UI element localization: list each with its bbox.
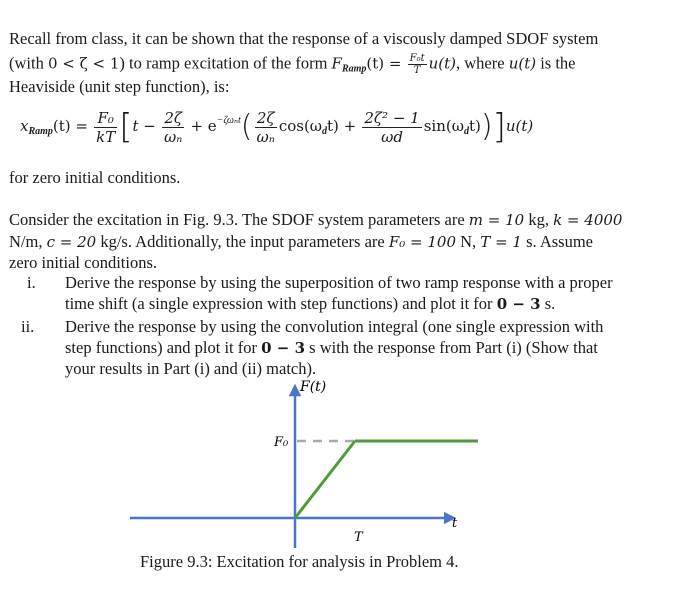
mass-unit: kg, — [528, 210, 549, 229]
f0-axis-label: F₀ — [274, 435, 289, 450]
item-i-unit: s. — [544, 294, 556, 313]
eq-lhs-arg: (t) = — [52, 117, 88, 135]
eq-cos-close: t) + — [327, 117, 357, 135]
item-i-line-1: Derive the response by using the superposition of two ramp response with a proper — [65, 273, 613, 292]
eq-left-paren: ( — [240, 109, 253, 145]
item-ii-text: step functions) and plot it for — [65, 338, 258, 357]
item-ii-label: ii. — [21, 317, 35, 336]
eq-right-paren: ) — [480, 109, 493, 145]
item-i-range: 0 − 3 — [496, 295, 541, 313]
item-i-label: i. — [27, 273, 36, 292]
intro-where-text: , where — [456, 53, 505, 73]
small-fraction-num: F₀t — [409, 53, 425, 64]
item-ii-line-3: your results in Part (i) and (ii) match). — [65, 359, 317, 378]
item-ii-text-2: s with the response from Part (i) (Show that — [309, 338, 598, 357]
eq-wn: ωₙ — [164, 127, 183, 146]
eq-f0: F₀ — [94, 109, 117, 128]
eq-2zeta: 2ζ — [162, 109, 184, 128]
eq-u-t: u(t) — [505, 117, 534, 135]
eq-wn-b: ωₙ — [256, 127, 275, 146]
consider-text-1: Consider the excitation in Fig. 9.3. The SDOF system parameters are — [9, 210, 465, 229]
step-u-t-2: u(t) — [508, 54, 537, 73]
eq-2zeta-b: 2ζ — [255, 109, 277, 128]
ramp-argument: (t) = — [366, 54, 402, 73]
eq-sin-d: d — [463, 126, 469, 137]
eq-sin: sin(ω — [423, 117, 464, 135]
eq-exponent: −ζωₙt — [216, 115, 241, 126]
T-tick-label: T — [354, 530, 363, 545]
for-zero-conditions: for zero initial conditions. — [9, 168, 181, 187]
consider-line-3: zero initial conditions. — [9, 253, 158, 272]
consider-text-3: s. Assume — [526, 232, 594, 251]
zeta-condition: 0 < ζ < 1 — [47, 54, 120, 73]
eq-wd: ωd — [381, 127, 403, 146]
eq-kt: kT — [96, 127, 116, 146]
f0-value: F₀ = 100 — [388, 233, 456, 251]
eq-x-sub: Ramp — [28, 126, 53, 137]
y-axis-label: F(t) — [300, 379, 327, 395]
eq-right-bracket: ] — [492, 107, 506, 148]
intro-ramp-text: ) to ramp excitation of the form — [119, 53, 328, 73]
intro-line-3: Heaviside (unit step function), is: — [9, 77, 230, 96]
stiffness-value: k = 4000 — [553, 211, 623, 229]
x-axis-label: t — [452, 516, 458, 531]
consider-text-2: kg/s. Additionally, the input parameters are — [100, 232, 385, 251]
damping-value: c = 20 — [46, 233, 97, 251]
eq-2zeta2-minus-1: 2ζ² − 1 — [364, 108, 420, 127]
intro-with-text: (with — [9, 53, 44, 73]
item-i-text: time shift (a single expression with step functions) and plot it for — [65, 294, 493, 313]
eq-cos-d: d — [322, 126, 328, 137]
f0-unit: N, — [460, 232, 477, 251]
ramp-subscript: Ramp — [341, 63, 367, 75]
intro-is-the: is the — [540, 53, 576, 73]
figure-caption: Figure 9.3: Excitation for analysis in Problem 4. — [140, 552, 459, 571]
mass-value: m = 10 — [468, 211, 525, 229]
eq-plus-e: + e — [190, 117, 217, 135]
item-ii-line-1: Derive the response by using the convolution integral (one single expression with — [65, 317, 604, 336]
eq-x: x — [20, 117, 29, 135]
ramp-force-symbol: F — [331, 54, 342, 73]
step-u-t: u(t) — [428, 54, 456, 73]
eq-left-bracket: [ — [119, 107, 133, 148]
stiffness-unit: N/m, — [9, 232, 43, 251]
eq-t-minus: t − — [132, 117, 156, 135]
eq-sin-close: t) — [468, 117, 481, 135]
ramp-segment — [295, 441, 355, 518]
T-value: T = 1 — [480, 233, 522, 251]
eq-cos: cos(ω — [278, 117, 323, 135]
small-fraction-den: T — [413, 65, 421, 76]
item-ii-range: 0 − 3 — [261, 339, 306, 357]
intro-line-1: Recall from class, it can be shown that the response of a viscously damped SDOF system — [9, 29, 599, 48]
